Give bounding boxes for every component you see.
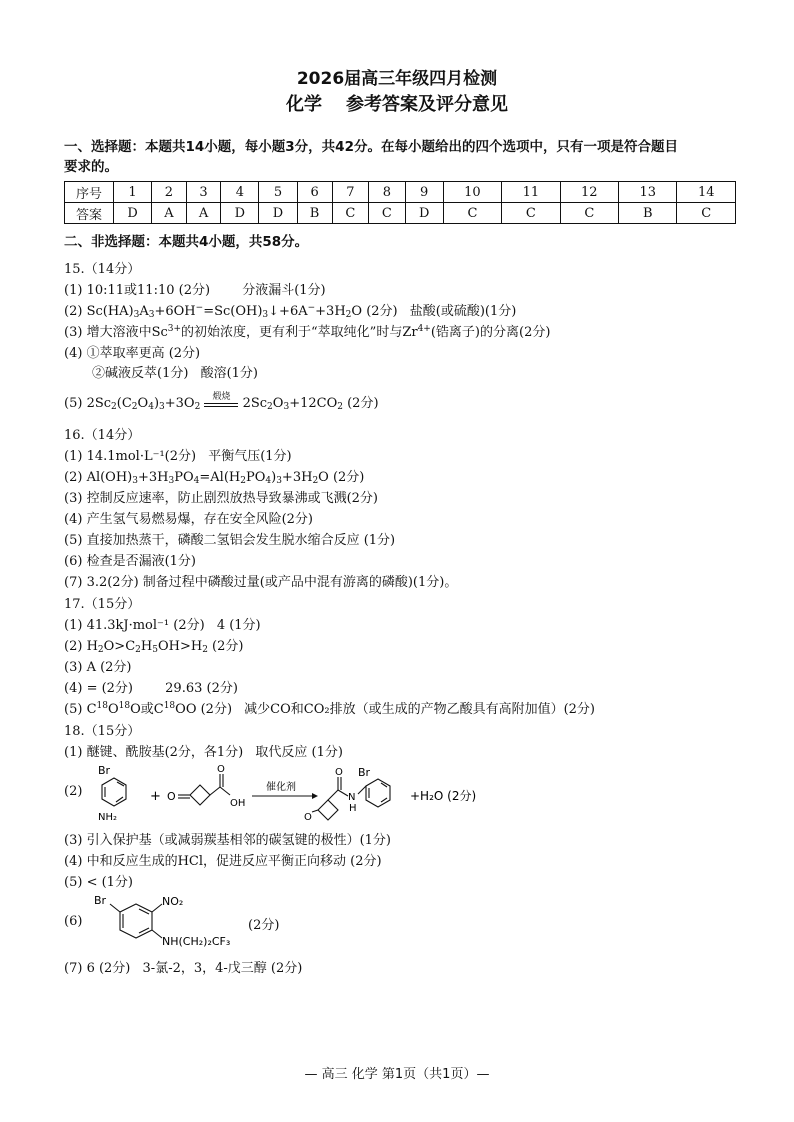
q18-o3: O (304, 812, 312, 823)
section1-intro-line1: 一、选择题：本题共14小题，每小题3分，共42分。在每小题给出的四个选项中，只有一项是符合题目 (64, 139, 678, 155)
q18-a5-text: < (1分) (86, 875, 134, 890)
q15-a5-condition: 煅烧 (212, 392, 231, 402)
table-header-number: 序号 (65, 182, 114, 203)
q17-a1-num: (1) (64, 618, 83, 633)
q15-a4-num: (4) (64, 346, 83, 361)
q18-a4-text: 中和反应生成的HCl，促进反应平衡正向移动 (2分) (86, 854, 382, 869)
bromoaniline-structure (102, 778, 126, 806)
answer-table-row-answers (65, 203, 736, 224)
q17-answer-3 (64, 656, 132, 675)
q18-o2: O (335, 767, 343, 778)
q16-a6-num: (6) (64, 554, 83, 569)
q16-a5-num: (5) (64, 533, 83, 548)
q15-a1-text: 10:11或11:10 (2分) (86, 283, 211, 298)
q18-water: +H₂O (2分) (410, 789, 477, 803)
q18-a7-num: (7) (64, 961, 83, 976)
q18-br2: Br (358, 766, 371, 779)
section1-intro-line2: 要求的。 (64, 159, 118, 175)
table-cell-answer: D (114, 203, 152, 224)
q15-answer-3 (64, 321, 550, 340)
q18-plus: + (150, 789, 161, 804)
answer-table-row-numbers (65, 182, 736, 203)
q18-o-top: O (217, 764, 225, 775)
table-cell-answer: C (369, 203, 405, 224)
q15-answer-5 (64, 392, 379, 412)
q17-a5-text: $C^{18}O^{18}O$或$C^{18}OO$ (2分) (86, 701, 233, 717)
q15-a4-line2: ②碱液反萃(1分) (92, 366, 189, 381)
table-cell-number: 14 (677, 182, 736, 203)
table-cell-answer: C (560, 203, 618, 224)
q18-br1: Br (98, 764, 111, 777)
table-cell-answer: D (221, 203, 259, 224)
table-cell-number: 8 (369, 182, 405, 203)
q15-a1-extra: 分液漏斗(1分) (242, 283, 326, 298)
q15-a1-num: (1) (64, 283, 83, 298)
table-cell-answer: C (332, 203, 368, 224)
q18-a6-score: (2分) (248, 918, 280, 933)
q15-a2-equation: $Sc(HA)_3A_3+6OH^-=Sc(OH)_3↓+6A^-+3H_2O$ (2分) (86, 303, 398, 320)
q16-a1-extra: 平衡气压(1分) (208, 449, 292, 464)
q18-a7-extra: 3-氯-2，3，4-戊三醇 (2分) (142, 961, 303, 976)
q18-a7-text: 6 (2分) (86, 961, 131, 976)
q16-answer-5 (64, 529, 395, 548)
q15-a5-num: (5) (64, 396, 83, 411)
q16-answer-6 (64, 550, 196, 569)
table-cell-number: 6 (297, 182, 332, 203)
q16-answer-2 (64, 466, 364, 486)
q18-o-left: O (167, 790, 176, 803)
table-cell-answer: D (405, 203, 443, 224)
q16-a1-text: 14.1mol·L⁻¹(2分) (86, 449, 197, 464)
q17-a1-text: 41.3kJ·mol⁻¹ (2分) (86, 618, 205, 633)
q16-heading: 16.（14分） (64, 428, 141, 443)
q18-answer-1 (64, 741, 343, 760)
q16-a3-num: (3) (64, 491, 83, 506)
table-cell-answer: D (259, 203, 297, 224)
q16-a2-num: (2) (64, 470, 83, 485)
q15-a2-num: (2) (64, 304, 83, 319)
q18-a2-num: (2) (64, 784, 83, 799)
section2-intro: 二、非选择题：本题共4小题，共58分。 (64, 234, 309, 250)
table-cell-number: 9 (405, 182, 443, 203)
q18-heading: 18.（15分） (64, 724, 141, 739)
q17-a2-text: $H_2O>C_2H_5OH>H_2$ (2分) (86, 639, 244, 655)
table-header-answer: 答案 (65, 203, 114, 224)
q16-answer-3 (64, 487, 378, 506)
q17-heading: 17.（15分） (64, 597, 141, 612)
reaction-arrowhead (312, 793, 318, 799)
q18-answer-4 (64, 850, 382, 869)
oxocyclobutane-acid-structure (178, 774, 230, 805)
q17-a3-text: A (2分) (86, 660, 132, 675)
q18-catalyst: 催化剂 (266, 782, 296, 793)
q18-answer-5 (64, 871, 133, 890)
q17-a5-extra: 减少CO和CO₂排放（或生成的产物乙酸具有高附加值）(2分) (244, 702, 596, 717)
q15-a3-num: (3) (64, 325, 83, 340)
page-subtitle (0, 90, 794, 116)
q17-a1-extra: 4 (1分) (216, 618, 261, 633)
q16-a4-num: (4) (64, 512, 83, 527)
q17-a5-num: (5) (64, 702, 83, 717)
q17-a2-num: (2) (64, 639, 83, 654)
table-cell-answer: A (152, 203, 187, 224)
q17-answer-1 (64, 614, 261, 633)
q16-a1-num: (1) (64, 449, 83, 464)
q16-a6-text: 检查是否漏液(1分) (86, 554, 196, 569)
table-cell-answer: C (502, 203, 560, 224)
q17-answer-2 (64, 635, 243, 655)
table-cell-number: 10 (443, 182, 501, 203)
q15-a5-equation: $2Sc_2(C_2O_4)_3+3O_2$ 煅烧 $2Sc_2O_3+12CO_2$ (2分) (87, 396, 379, 411)
table-cell-number: 3 (186, 182, 221, 203)
q16-answer-7 (64, 571, 457, 590)
q15-a4-line2b: 酸溶(1分) (200, 366, 258, 381)
table-cell-number: 13 (619, 182, 677, 203)
q18-answer-3 (64, 829, 391, 848)
q17-answer-4 (64, 677, 238, 696)
q18-a5-num: (5) (64, 875, 83, 890)
q18-nh2: NH₂ (98, 812, 118, 823)
page-title: 2026届高三年级四月检测 (296, 69, 498, 89)
q18-h: H (349, 803, 357, 814)
table-cell-number: 11 (502, 182, 560, 203)
q16-a5-text: 直接加热蒸干，磷酸二氢铝会发生脱水缩合反应 (1分) (86, 533, 396, 548)
q15-answer-1 (64, 279, 326, 298)
table-cell-number: 4 (221, 182, 259, 203)
q15-a4-line1: ①萃取率更高 (2分) (86, 346, 201, 361)
answer-table (64, 181, 736, 224)
q15-answer-4 (64, 342, 200, 361)
table-cell-number: 5 (259, 182, 297, 203)
q18-a6-sub: NH(CH₂)₂CF₃ (162, 935, 231, 948)
q16-answer-1 (64, 445, 292, 464)
q17-a4-text: = (2分) (86, 681, 134, 696)
q18-reaction-scheme (90, 760, 490, 830)
subtitle-label: 参考答案及评分意见 (346, 94, 508, 115)
q18-a1-extra: 取代反应 (1分) (255, 745, 343, 760)
subject-label: 化学 (286, 94, 322, 115)
table-cell-number: 1 (114, 182, 152, 203)
table-cell-answer: C (677, 203, 736, 224)
q18-a4-num: (4) (64, 854, 83, 869)
q18-a1-text: 醚键、酰胺基(2分，各1分) (86, 745, 244, 760)
q16-a2-equation: $Al(OH)_3+3H_3PO_4=Al(H_2PO_4)_3+3H_2O$ (2分) (86, 470, 365, 486)
table-cell-number: 7 (332, 182, 368, 203)
q15-answer-4b (92, 362, 258, 381)
q17-a4-extra: 29.63 (2分) (165, 681, 238, 696)
q18-a6-structure (92, 890, 272, 954)
q18-n: N (348, 792, 356, 803)
q18-a6-no2: NO₂ (162, 895, 184, 908)
table-cell-answer: C (443, 203, 501, 224)
q18-a3-num: (3) (64, 833, 83, 848)
q18-oh: OH (230, 798, 246, 809)
table-cell-answer: B (619, 203, 677, 224)
q15-heading: 15.（14分） (64, 262, 141, 277)
table-cell-answer: A (186, 203, 221, 224)
q18-a3-text: 引入保护基（或减弱羰基相邻的碳氢键的极性）(1分) (86, 833, 391, 848)
table-cell-answer: B (297, 203, 332, 224)
q16-a4-text: 产生氢气易燃易爆，存在安全风险(2分) (86, 512, 313, 527)
q16-a7-text: 3.2(2分) 制备过程中磷酸过量(或产品中混有游离的磷酸)(1分)。 (86, 575, 458, 590)
q15-a3-text: 增大溶液中$Sc^{3+}$的初始浓度，更有利于“萃取纯化”时与$Zr^{4+}$(锆离子)的分离(2分) (86, 324, 551, 340)
q16-a7-num: (7) (64, 575, 83, 590)
table-cell-number: 2 (152, 182, 187, 203)
page-footer: — 高三 化学 第1页（共1页）— (304, 1067, 490, 1082)
q17-a3-num: (3) (64, 660, 83, 675)
q16-answer-4 (64, 508, 313, 527)
q15-a2-extra: 盐酸(或硫酸)(1分) (409, 304, 517, 319)
q18-a6-br: Br (94, 894, 107, 907)
q16-a3-text: 控制反应速率，防止剧烈放热导致暴沸或飞溅(2分) (86, 491, 378, 506)
q17-answer-5 (64, 698, 595, 717)
q18-answer-7 (64, 957, 302, 976)
q15-answer-2 (64, 300, 516, 320)
section1-intro (64, 137, 736, 177)
q17-a4-num: (4) (64, 681, 83, 696)
q18-a1-num: (1) (64, 745, 83, 760)
table-cell-number: 12 (560, 182, 618, 203)
q18-a6-num: (6) (64, 914, 83, 929)
